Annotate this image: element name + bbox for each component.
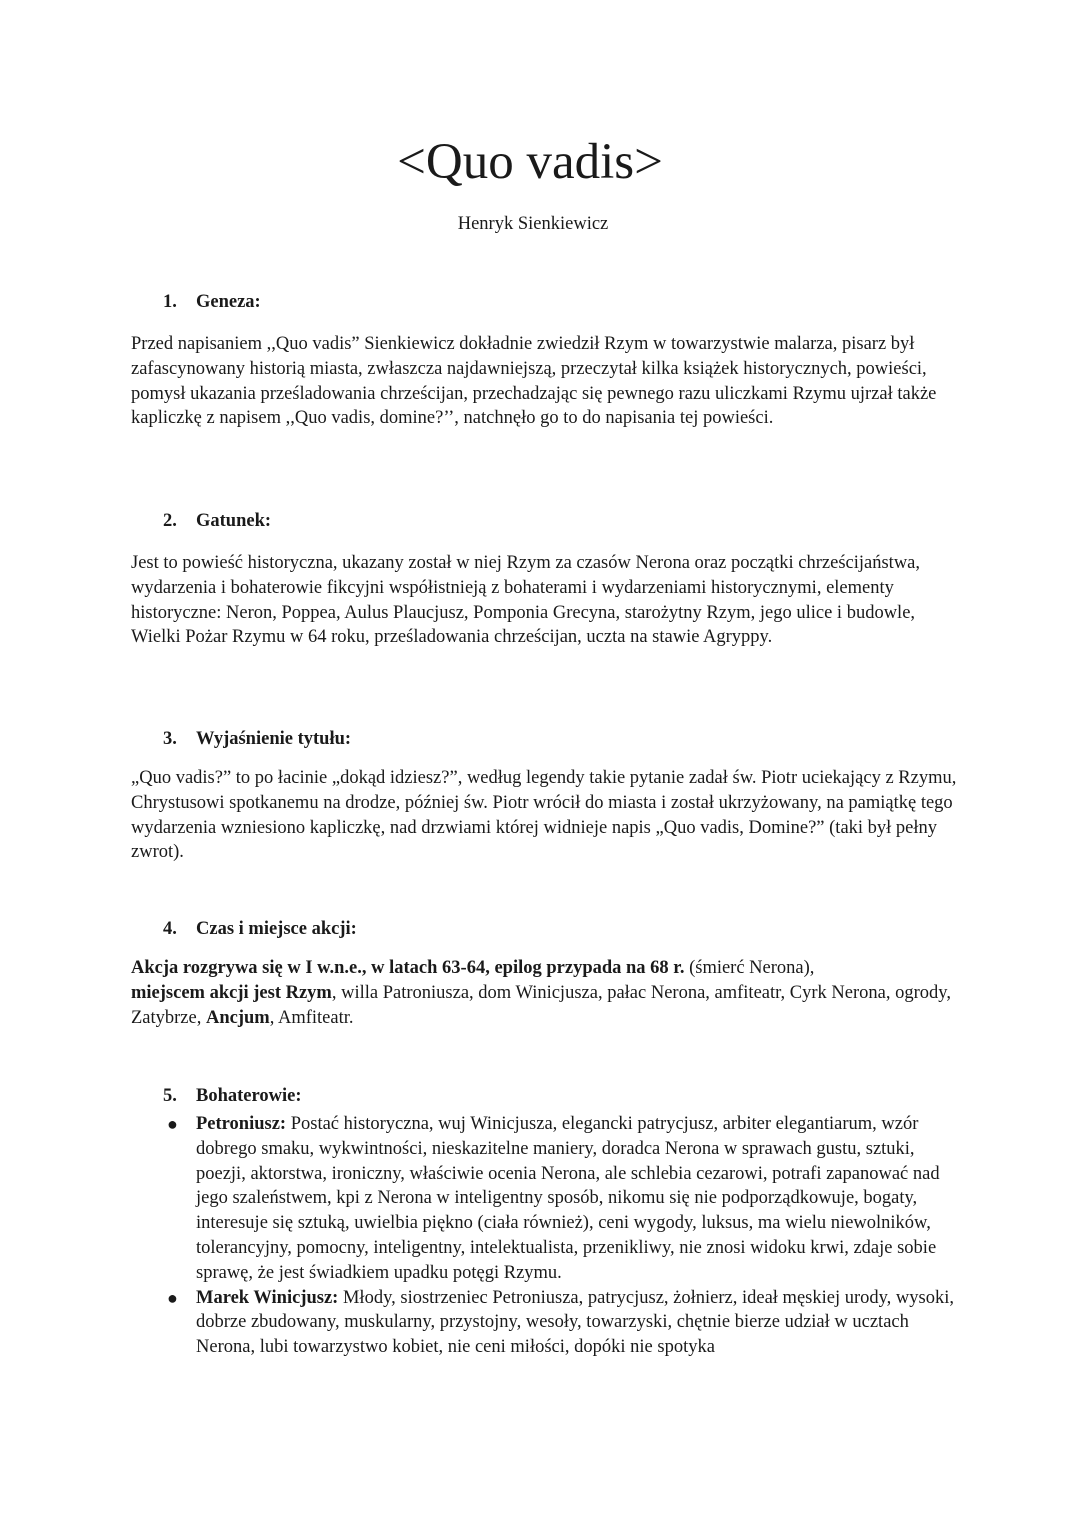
character-name: Marek Winicjusz: <box>196 1287 339 1308</box>
section-text: „Quo vadis?” to po łacinie „dokąd idziesz?”, według legendy takie pytanie zadał św. Piotr uciekający z Rzymu, Chrystusowi spotkanemu na drodze, później św. Piotr wrócił do miasta i został ukrzyżowany, na pamiątkę tego wydarzenia wzniesiono kapliczkę, nad drzwiami której widnieje napis „Quo vadis, Domine?” (taki był pełny zwrot). <box>131 768 957 863</box>
plain-text: , Amfiteatr. <box>269 1007 354 1028</box>
list-item <box>131 1286 961 1360</box>
section-number: 5. <box>163 1086 177 1106</box>
bold-text: Ancjum <box>206 1007 270 1028</box>
section-number: 2. <box>163 511 177 531</box>
section-text <box>131 956 961 1030</box>
section-number: 3. <box>163 729 177 749</box>
section-bohaterowie <box>131 1084 961 1360</box>
section-heading <box>163 917 961 941</box>
character-description: Postać historyczna, wuj Winicjusza, elegancki patrycjusz, arbiter elegantiarum, wzór dobrego smaku, wykwintności, nieskazitelne maniery, doradca Nerona w sprawach gustu, sztuki, poezji, aktorstwa, ironiczny, właściwie ocenia Nerona, ale schlebia cezarowi, potrafi zapanować nad jego szaleństwem, kpi z Nerona w inteligentny sposób, nikomu się nie podporządkowuje, bogaty, interesuje się sztuką, uwielbia piękno (ciała również), ceni wygody, luksus, ma wielu niewolników, tolerancyjny, pomocny, inteligentny, intelektualista, przenikliwy, nie znosi widoku krwi, zdaje sobie sprawę, że jest świadkiem upadku potęgi Rzymu. <box>196 1114 940 1283</box>
section-heading <box>163 727 961 751</box>
section-title: Bohaterowie: <box>196 1086 302 1106</box>
section-geneza <box>131 290 961 431</box>
section-title: Gatunek: <box>196 511 272 531</box>
section-wyjasnienie-tytulu <box>131 727 961 865</box>
section-title: Wyjaśnienie tytułu: <box>196 729 352 749</box>
section-number: 1. <box>163 292 177 312</box>
section-heading <box>163 290 961 314</box>
section-title: Geneza: <box>196 292 261 312</box>
section-heading <box>163 509 961 533</box>
section-text: Jest to powieść historyczna, ukazany został w niej Rzym za czasów Nerona oraz początki chrześcijaństwa, wydarzenia i bohaterowie fikcyjni współistnieją z bohaterami i wydarzeniami historycznymi, elementy historyczne: Neron, Poppea, Aulus Plaucjusz, Pomponia Grecyna, starożytny Rzym, jego ulice i budowle, Wielki Pożar Rzymu w 64 roku, prześladowania chrześcijan, uczta na stawie Agryppy. <box>131 553 921 648</box>
section-czas-i-miejsce <box>131 917 961 1030</box>
section-heading <box>163 1084 961 1108</box>
list-item <box>131 1112 961 1286</box>
section-text: Przed napisaniem ,,Quo vadis” Sienkiewicz dokładnie zwiedził Rzym w towarzystwie malarza, pisarz był zafascynowany historią miasta, zwłaszcza najdawniejszą, przeczytał kilka książek historycznych, powieści, pomysł ukazania prześladowania chrześcijan, przechadzając się pewnego razu uliczkami Rzymu ujrzał także kapliczkę z napisem ,,Quo vadis, domine?’’, natchnęło go to do napisania tej powieści. <box>131 334 937 429</box>
plain-text: (śmierć Nerona), <box>684 958 815 978</box>
document-author: Henryk Sienkiewicz <box>457 214 609 234</box>
character-list <box>131 1112 961 1360</box>
document-title: <Quo vadis> <box>397 134 663 190</box>
section-number: 4. <box>163 919 177 939</box>
plain-text: , willa Patroniusza, dom Winicjusza, pałac Nerona, amfiteatr, Cyrk Nerona, ogrody, Zatybrze, <box>131 982 951 1028</box>
character-description: Młody, siostrzeniec Petroniusza, patrycjusz, żołnierz, ideał męskiej urody, wysoki, dobrze zbudowany, muskularny, przystojny, wesoły, towarzyski, chętnie bierze udział w ucztach Nerona, lubi towarzystwo kobiet, nie ceni miłości, dopóki nie spotyka <box>196 1287 955 1358</box>
bullet-icon: ● <box>167 1114 178 1134</box>
section-gatunek <box>131 509 961 650</box>
bold-text: Akcja rozgrywa się w I w.n.e., w latach 63-64, epilog przypada na 68 r. <box>131 958 685 978</box>
section-title: Czas i miejsce akcji: <box>196 919 357 939</box>
bullet-icon: ● <box>167 1287 178 1308</box>
bold-text: miejscem akcji jest Rzym <box>131 982 332 1003</box>
character-name: Petroniusz: <box>196 1114 287 1134</box>
